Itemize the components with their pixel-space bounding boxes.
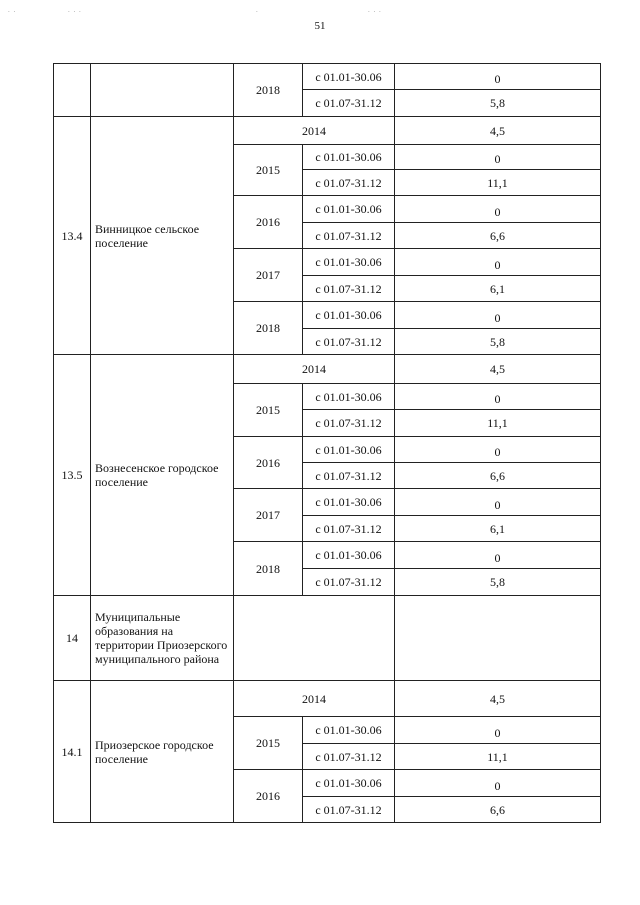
year-cell: 2015 [234, 717, 303, 770]
table-row [54, 681, 601, 717]
value-cell: 5,8 [395, 569, 601, 596]
year-cell: 2016 [234, 196, 303, 249]
period-cell: с 01.07-31.12 [303, 223, 395, 249]
table-row [54, 117, 601, 145]
value-cell: 0 [395, 302, 601, 329]
year-cell: 2016 [234, 770, 303, 823]
period-cell: с 01.07-31.12 [303, 463, 395, 489]
year-cell: 2017 [234, 489, 303, 542]
municipality-name: Муниципальные образования на территории Приозерского муниципального района [91, 596, 234, 681]
table-row [54, 596, 601, 681]
year-cell: 2018 [234, 302, 303, 355]
value-cell: 0 [395, 249, 601, 276]
value-cell: 0 [395, 717, 601, 744]
period-cell: с 01.07-31.12 [303, 329, 395, 355]
value-cell: 5,8 [395, 90, 601, 117]
base-year-cell: 2014 [234, 117, 395, 145]
value-cell: 11,1 [395, 744, 601, 770]
municipality-name: Приозерское городское поселение [91, 681, 234, 823]
value-cell: 0 [395, 437, 601, 463]
period-cell: с 01.01-30.06 [303, 384, 395, 410]
value-cell: 0 [395, 489, 601, 516]
period-cell: с 01.07-31.12 [303, 797, 395, 823]
municipality-name: Вознесенское городское поселение [91, 355, 234, 596]
period-cell: с 01.07-31.12 [303, 170, 395, 196]
year-cell: 2018 [234, 64, 303, 117]
value-cell: 11,1 [395, 410, 601, 437]
value-cell: 11,1 [395, 170, 601, 196]
year-cell: 2017 [234, 249, 303, 302]
year-cell: 2015 [234, 145, 303, 196]
row-number: 13.4 [54, 117, 91, 355]
table-row [54, 64, 601, 90]
value-cell: 6,1 [395, 516, 601, 542]
page-number: 51 [314, 20, 326, 32]
period-cell: с 01.01-30.06 [303, 542, 395, 569]
value-cell: 6,1 [395, 276, 601, 302]
value-cell: 0 [395, 770, 601, 797]
period-cell: с 01.07-31.12 [303, 276, 395, 302]
period-cell: с 01.07-31.12 [303, 516, 395, 542]
value-cell: 0 [395, 145, 601, 170]
value-cell: 4,5 [395, 355, 601, 384]
base-year-cell: 2014 [234, 681, 395, 717]
value-cell: 4,5 [395, 117, 601, 145]
period-cell: с 01.07-31.12 [303, 90, 395, 117]
value-cell: 6,6 [395, 223, 601, 249]
row-number: 13.5 [54, 355, 91, 596]
value-cell: 0 [395, 384, 601, 410]
period-cell: с 01.01-30.06 [303, 196, 395, 223]
period-cell: с 01.07-31.12 [303, 744, 395, 770]
value-cell: 0 [395, 64, 601, 90]
table-row [54, 355, 601, 384]
municipality-name: Винницкое сельское поселение [91, 117, 234, 355]
period-cell: с 01.01-30.06 [303, 717, 395, 744]
scan-artifacts: . . . . . . . . . [8, 6, 382, 14]
period-cell: с 01.01-30.06 [303, 770, 395, 797]
period-cell: с 01.01-30.06 [303, 64, 395, 90]
period-cell: с 01.07-31.12 [303, 410, 395, 437]
period-cell: с 01.01-30.06 [303, 145, 395, 170]
tariff-table [53, 63, 601, 823]
row-number: 14 [54, 596, 91, 681]
period-cell: с 01.01-30.06 [303, 489, 395, 516]
value-cell: 0 [395, 196, 601, 223]
value-cell: 4,5 [395, 681, 601, 717]
period-cell: с 01.07-31.12 [303, 569, 395, 596]
value-cell: 6,6 [395, 463, 601, 489]
row-number: 14.1 [54, 681, 91, 823]
year-cell: 2016 [234, 437, 303, 489]
value-cell: 0 [395, 542, 601, 569]
period-cell: с 01.01-30.06 [303, 437, 395, 463]
base-year-cell: 2014 [234, 355, 395, 384]
year-cell: 2015 [234, 384, 303, 437]
period-cell: с 01.01-30.06 [303, 249, 395, 276]
value-cell: 5,8 [395, 329, 601, 355]
value-cell: 6,6 [395, 797, 601, 823]
period-cell: с 01.01-30.06 [303, 302, 395, 329]
year-cell: 2018 [234, 542, 303, 596]
